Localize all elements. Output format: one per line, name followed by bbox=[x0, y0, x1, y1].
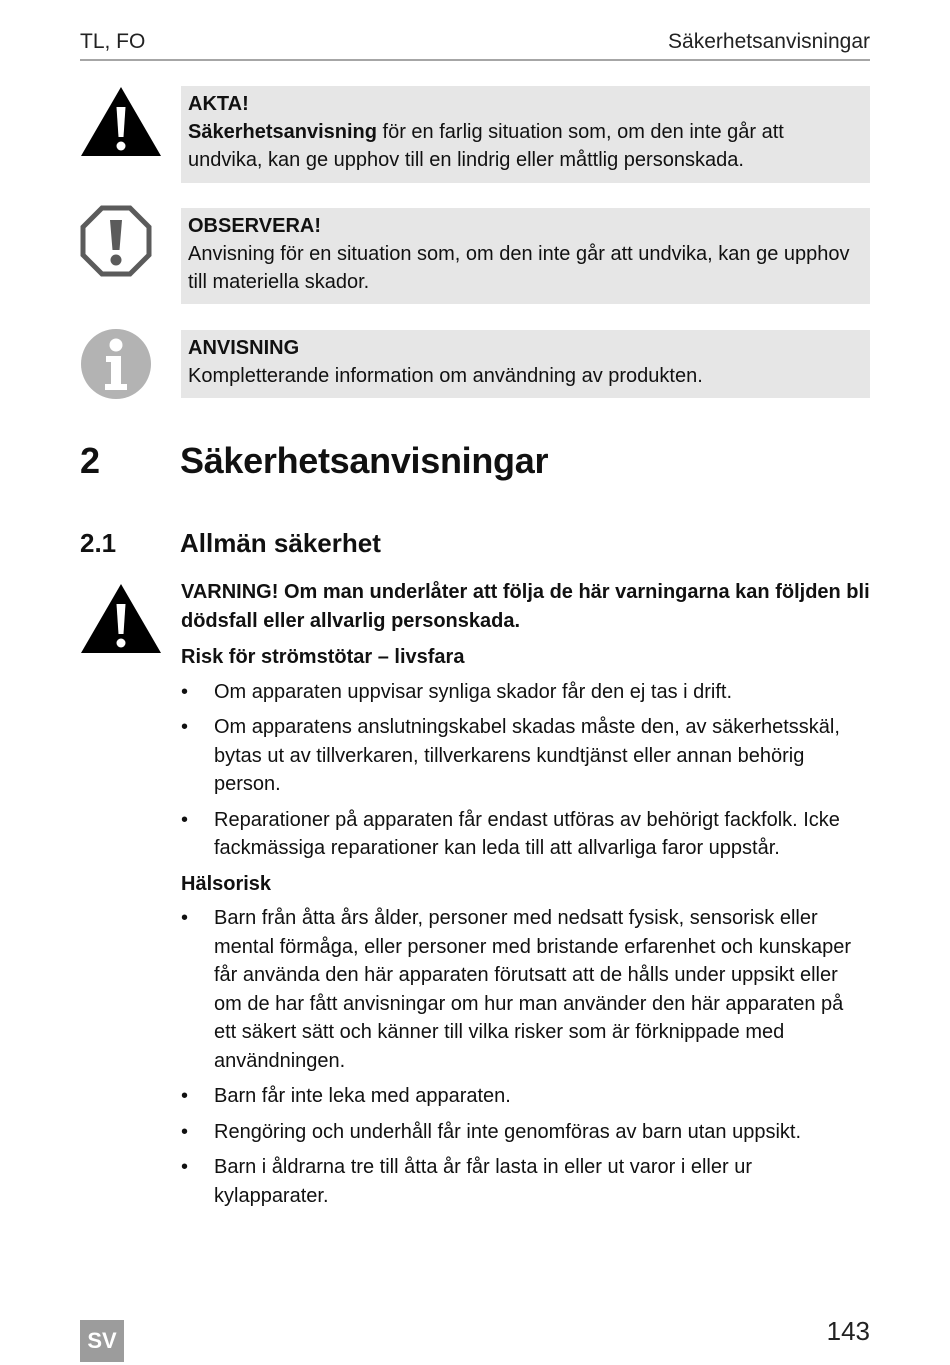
page-number: 143 bbox=[826, 1316, 870, 1346]
running-header-left: TL, FO bbox=[80, 30, 146, 53]
note-title: OBSERVERA! bbox=[188, 215, 321, 237]
list-item bbox=[181, 1118, 871, 1147]
header-rule bbox=[80, 59, 870, 61]
bullet-marker: • bbox=[181, 716, 189, 738]
bullet-list bbox=[181, 904, 871, 1210]
subsection-title: Allmän säkerhet bbox=[180, 528, 381, 558]
list-item bbox=[181, 806, 871, 863]
list-item bbox=[181, 1082, 871, 1111]
bullet-marker: • bbox=[181, 808, 189, 831]
note-body: Kompletterande information om användning av produkten. bbox=[188, 365, 703, 387]
note-title: AKTA! bbox=[188, 93, 249, 115]
list-item bbox=[181, 904, 871, 1075]
bullet-marker: • bbox=[181, 907, 189, 929]
section-title: Säkerhetsanvisningar bbox=[180, 440, 549, 481]
group-heading: Hälsorisk bbox=[181, 872, 272, 895]
note-body bbox=[188, 118, 862, 174]
note-body-bold: Säkerhetsanvisning bbox=[188, 121, 377, 143]
bullet-marker: • bbox=[181, 1156, 189, 1178]
warning-triangle-icon bbox=[80, 85, 162, 157]
list-item-text: Rengöring och underhåll får inte genomföras av barn utan uppsikt. bbox=[214, 1120, 802, 1143]
warning-triangle-icon bbox=[80, 582, 162, 654]
note-body: Anvisning för en situation som, om den inte går att undvika, kan ge upphov till materiella skador. bbox=[188, 243, 850, 293]
list-item-text: Barn får inte leka med apparaten. bbox=[214, 1085, 511, 1107]
subsection-number: 2.1 bbox=[80, 528, 117, 558]
octagon-exclamation-icon bbox=[80, 205, 152, 277]
list-item-text: Om apparatens anslutningskabel skadas måste den, av säkerhetsskäl, bytas ut av tillverkaren, tillverkarens kundtjänst eller annan behörig person. bbox=[214, 716, 840, 795]
bullet-marker: • bbox=[181, 1120, 189, 1143]
list-item-text: Barn i åldrarna tre till åtta år får lasta in eller ut varor i eller ur kylapparater. bbox=[214, 1156, 752, 1207]
bullet-list bbox=[181, 678, 871, 863]
bullet-marker: • bbox=[181, 1085, 189, 1107]
list-item-text: Reparationer på apparaten får endast utföras av behörigt fackfolk. Icke fackmässiga reparationer kan leda till att allvarliga faror uppstår. bbox=[214, 808, 840, 859]
running-header-right: Säkerhetsanvisningar bbox=[668, 30, 870, 53]
group-heading: Risk för strömstötar – livsfara bbox=[181, 646, 465, 668]
warning-lead: VARNING! Om man underlåter att följa de här varningarna kan följden bli dödsfall eller allvarlig personskada. bbox=[181, 581, 870, 632]
section-number: 2 bbox=[80, 440, 101, 481]
note-title: ANVISNING bbox=[188, 337, 300, 359]
language-tab: SV bbox=[80, 1320, 124, 1362]
list-item bbox=[181, 713, 871, 799]
list-item-text: Barn från åtta års ålder, personer med nedsatt fysisk, sensorisk eller mental förmåga, eller personer med bristande erfarenhet och kunskaper får använda den här apparaten förutsatt att de hålls under uppsikt eller om de har fått anvisningar om hur man använder den här apparaten på ett säkert sätt och känner till vilka risker som är förknippade med användningen. bbox=[214, 907, 852, 1072]
warning-content bbox=[181, 578, 871, 1217]
note-body-text: för en farlig situation som, om den inte går att undvika, kan ge upphov till en lindrig eller måttlig personskada. bbox=[188, 121, 784, 171]
list-item bbox=[181, 1153, 871, 1210]
note-box-akta bbox=[181, 86, 870, 183]
list-item bbox=[181, 678, 871, 707]
info-icon bbox=[80, 328, 152, 400]
bullet-marker: • bbox=[181, 680, 189, 703]
note-box-anvisning bbox=[181, 330, 870, 398]
list-item-text: Om apparaten uppvisar synliga skador får den ej tas i drift. bbox=[214, 680, 733, 703]
note-box-observera bbox=[181, 208, 870, 304]
